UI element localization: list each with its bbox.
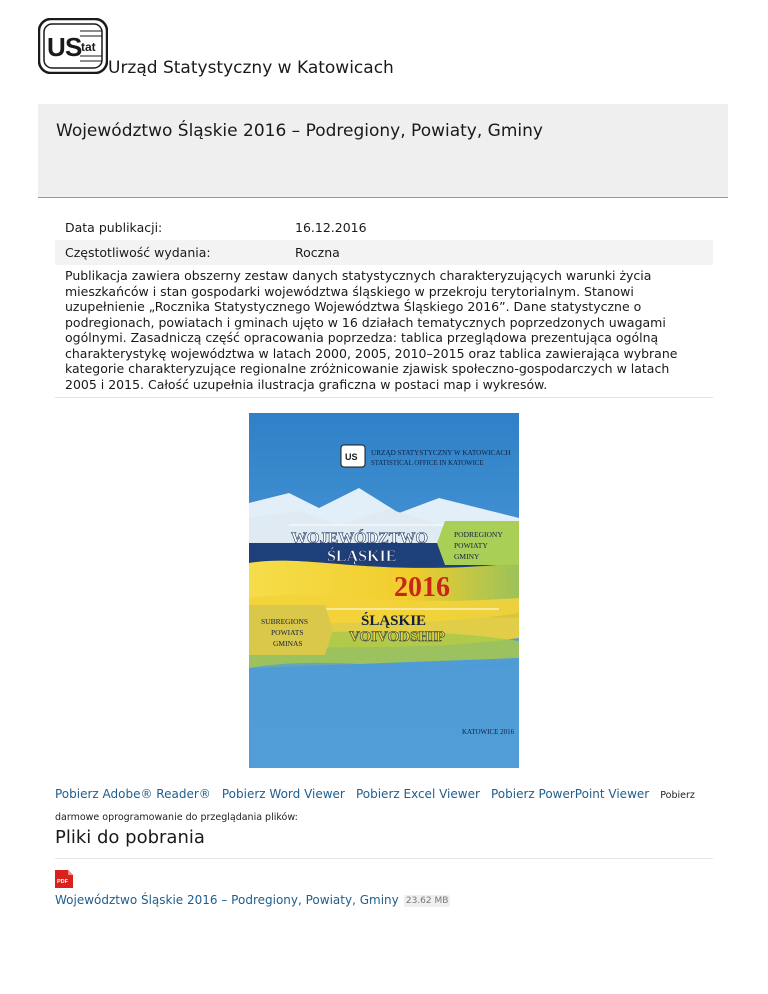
cover-tag-pl-1: PODREGIONY bbox=[454, 530, 503, 539]
cover-place-year: KATOWICE 2016 bbox=[462, 728, 515, 736]
svg-text:US: US bbox=[345, 452, 358, 462]
files-heading: Pliki do pobrania bbox=[55, 827, 713, 859]
cover-tag-en-3: GMINAS bbox=[273, 639, 303, 648]
meta-label: Data publikacji: bbox=[65, 220, 163, 235]
page-title: Województwo Śląskie 2016 – Podregiony, Powiaty, Gminy bbox=[56, 121, 543, 141]
meta-value: Roczna bbox=[295, 245, 340, 260]
svg-text:tat: tat bbox=[81, 40, 96, 54]
excel-viewer-link[interactable]: Pobierz Excel Viewer bbox=[355, 787, 480, 801]
svg-text:U: U bbox=[47, 32, 66, 62]
meta-row-frequency bbox=[55, 240, 713, 265]
word-viewer-link[interactable]: Pobierz Word Viewer bbox=[221, 787, 345, 801]
cover-title-en-line1: ŚLĄSKIE bbox=[361, 613, 427, 629]
file-item bbox=[55, 870, 715, 907]
pdf-icon[interactable] bbox=[55, 870, 73, 888]
cover-office-pl: URZĄD STATYSTYCZNY W KATOWICACH bbox=[371, 449, 511, 457]
viewer-note: Pobierz darmowe oprogramowanie do przeglądania plików: bbox=[55, 790, 695, 823]
cover-title-en-line2: VOIVODSHIP bbox=[349, 629, 446, 645]
powerpoint-viewer-link[interactable]: Pobierz PowerPoint Viewer bbox=[490, 787, 650, 801]
cover-tag-en-1: SUBREGIONS bbox=[261, 617, 309, 626]
publication-description: Publikacja zawiera obszerny zestaw danych statystycznych charakteryzujących warunki życia mieszkańców i stan gospodarki województwa śląskiego w przekroju terytorialnym. Stanowi uzupełnienie „Rocznika Statystycznego Województwa Śląskiego 2016”. Dane statystyczne o podregionach, powiatach i gminach ujęto w 16 działach tematycznych poprzedzonych uwagami ogólnymi. Zasadniczą część opracowania poprzedza: tablica przeglądowa prezentująca ogólną charakterystykę województwa w latach 2000, 2005, 2010–2015 oraz tablica zawierająca wybrane kategorie charakteryzujące regionalne zróżnicowanie zjawisk społeczno-gospodarczych w latach 2005 i 2015. Całość uzupełnia ilustracja graficzna w postaci map i wykresów. bbox=[55, 265, 713, 398]
pdf-icon-label: PDF bbox=[57, 879, 68, 885]
cover-office-en: STATISTICAL OFFICE IN KATOWICE bbox=[371, 460, 484, 467]
file-download-link[interactable]: Województwo Śląskie 2016 – Podregiony, Powiaty, Gminy bbox=[55, 893, 399, 907]
cover-image bbox=[249, 413, 519, 768]
cover-tag-pl-3: GMINY bbox=[454, 552, 480, 561]
title-band bbox=[38, 104, 728, 198]
publication-details bbox=[55, 215, 713, 398]
site-header bbox=[38, 18, 738, 78]
meta-value: 16.12.2016 bbox=[295, 220, 367, 235]
meta-row-date bbox=[55, 215, 713, 240]
meta-label: Częstotliwość wydania: bbox=[65, 245, 211, 260]
viewer-downloads bbox=[55, 783, 715, 827]
cover-title-pl-line2: ŚLĄSKIE bbox=[327, 548, 397, 565]
cover-tag-en-2: POWIATS bbox=[271, 628, 304, 637]
ustat-logo[interactable] bbox=[38, 18, 108, 74]
cover-year: 2016 bbox=[394, 572, 450, 603]
adobe-reader-link[interactable]: Pobierz Adobe® Reader® bbox=[55, 787, 211, 801]
site-name[interactable]: Urząd Statystyczny w Katowicach bbox=[108, 58, 394, 78]
cover-title-pl-line1: WOJEWÓDZTWO bbox=[291, 530, 428, 547]
svg-text:S: S bbox=[65, 32, 83, 62]
cover-tag-pl-2: POWIATY bbox=[454, 541, 488, 550]
file-size-badge: 23.62 MB bbox=[405, 896, 449, 906]
